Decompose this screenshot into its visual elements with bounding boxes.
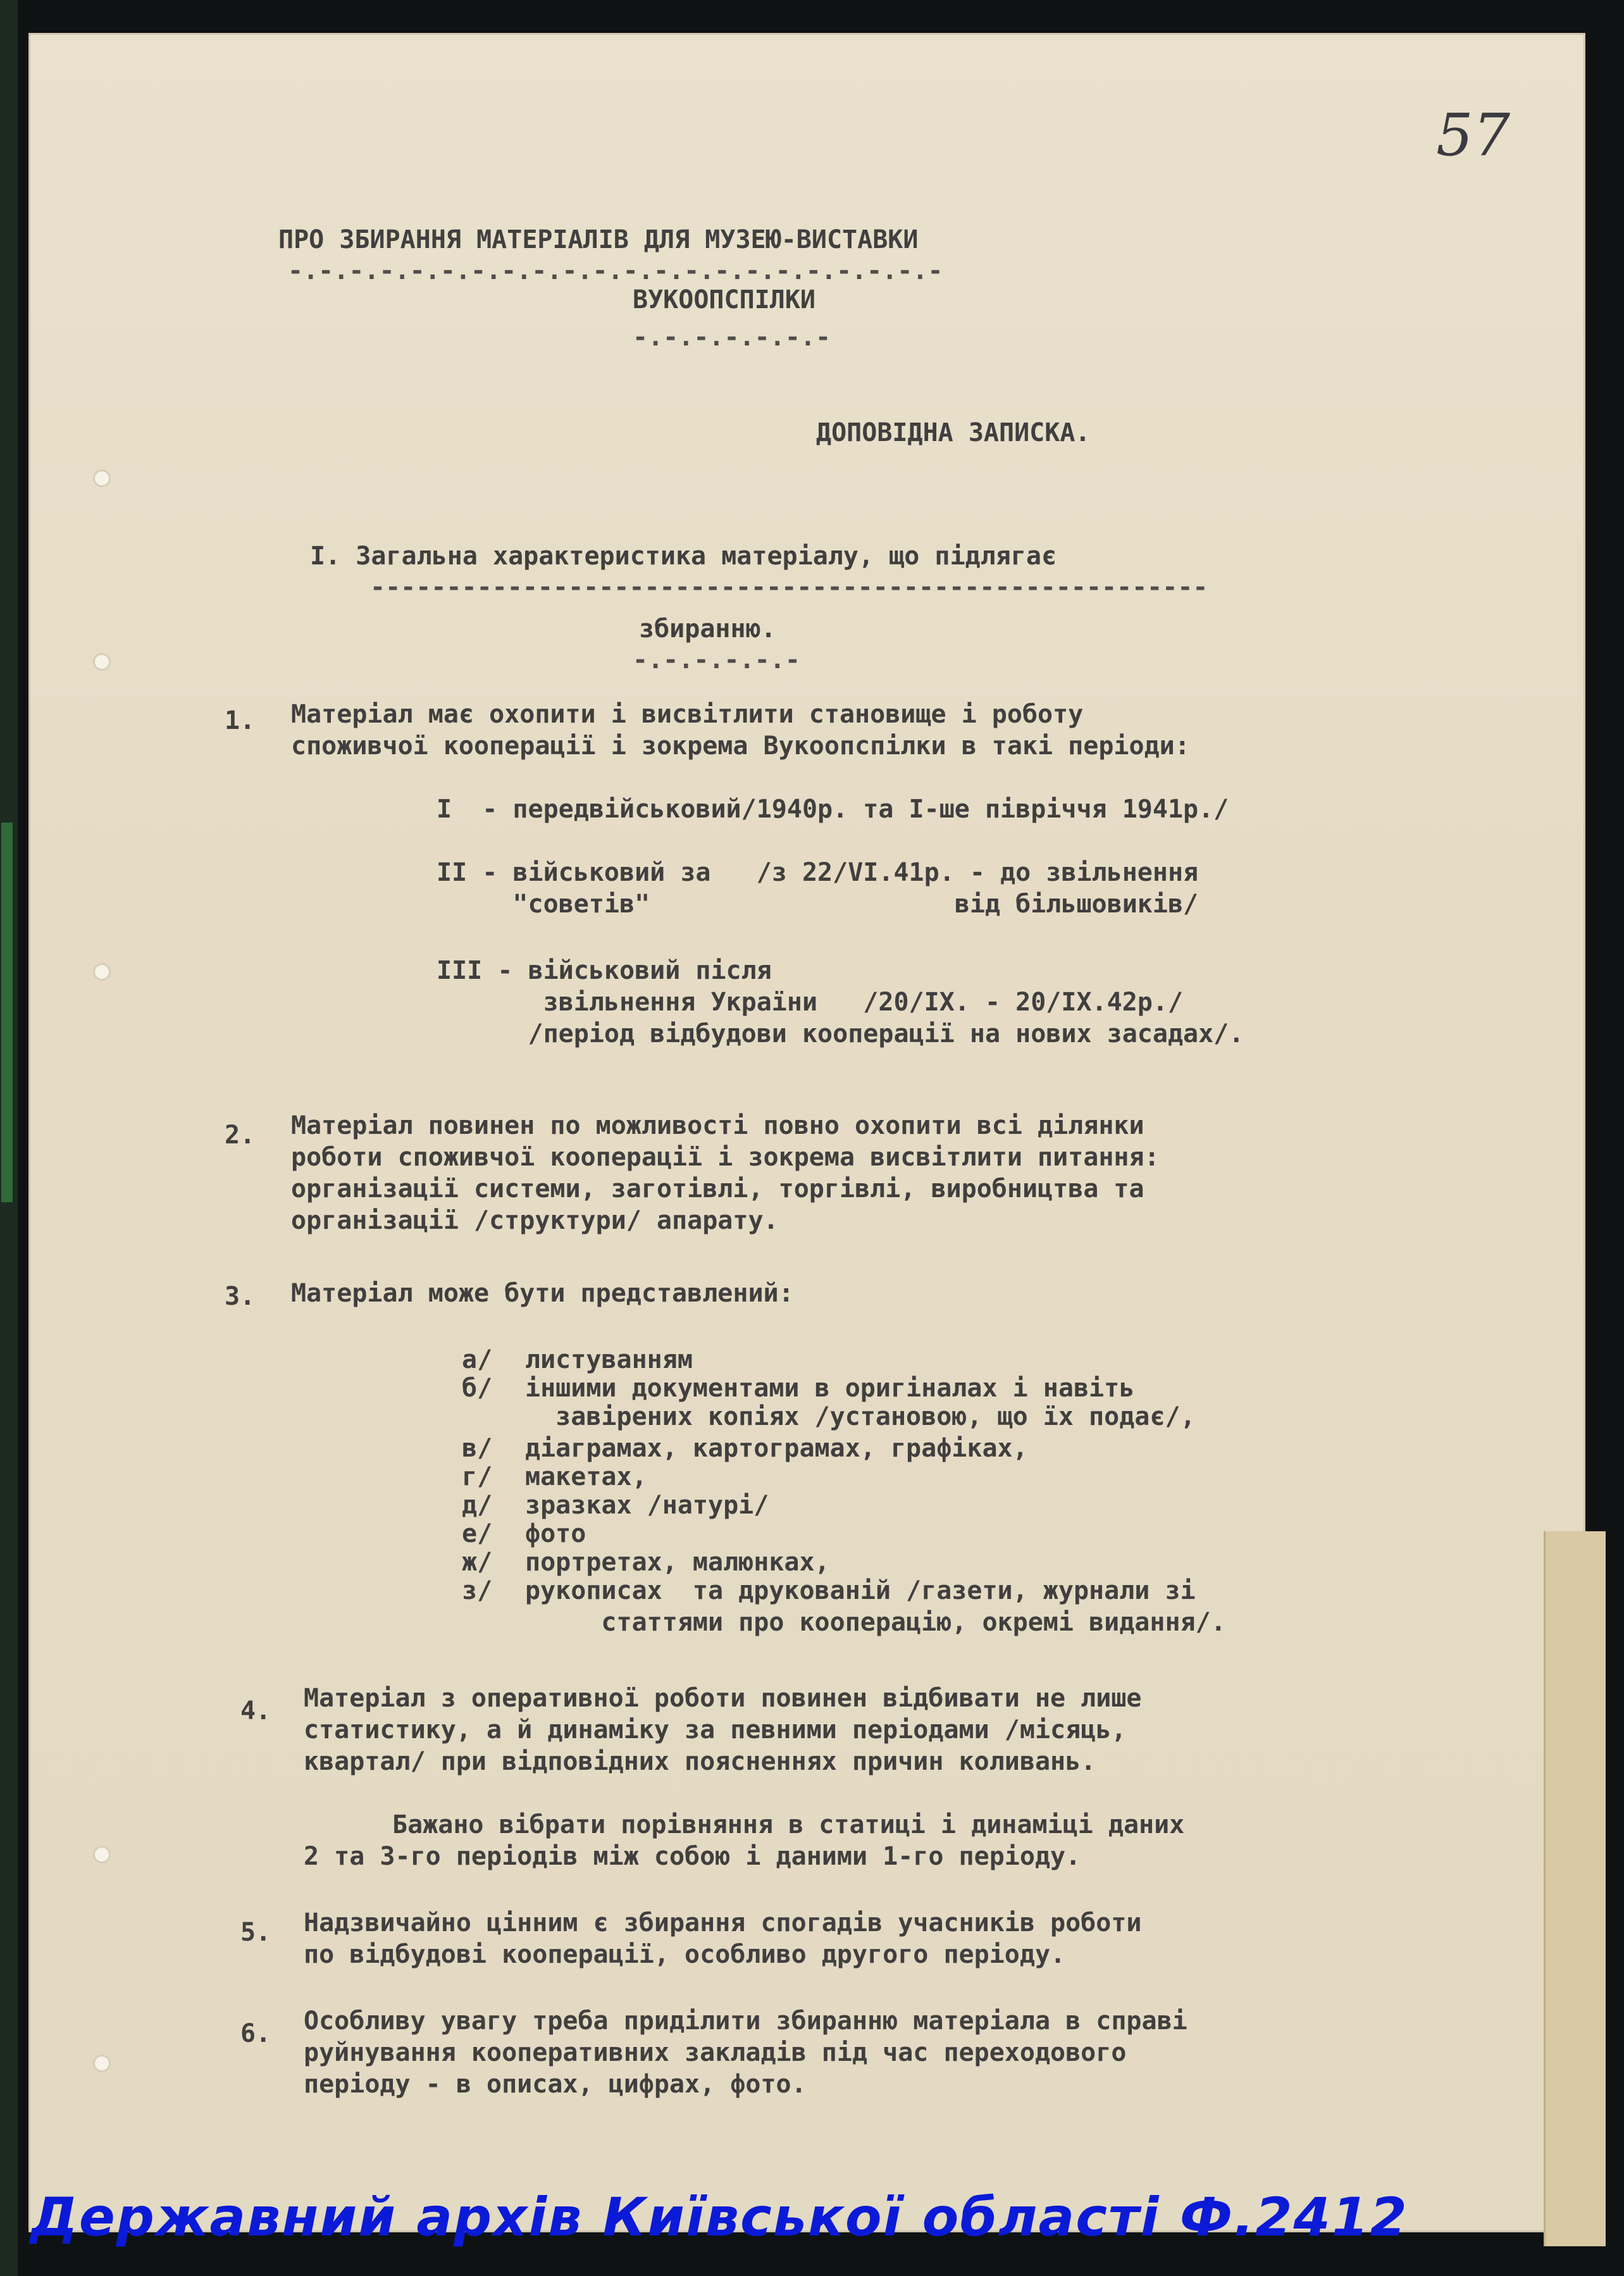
list-item: зразках /натурі/ <box>525 1491 769 1520</box>
item-5-number: 5. <box>240 1918 271 1947</box>
item-2-number: 2. <box>225 1121 256 1150</box>
period-3-line-3: /період відбудови кооперації на нових засадах/. <box>437 1019 1244 1048</box>
item-1-line-2: споживчої кооперації і зокрема Вукоопспілки в такі періоди: <box>291 731 1190 761</box>
list-item: портретах, малюнках, <box>525 1548 830 1577</box>
handwritten-page-number: 57 <box>1436 101 1511 169</box>
item-6-number: 6. <box>240 2019 271 2048</box>
list-marker: ж/ <box>462 1548 493 1577</box>
item-4-sub-line: Бажано вібрати порівняння в статиці і динаміці даних <box>392 1810 1185 1839</box>
binder-hole <box>95 1848 109 1862</box>
title-line-1: ПРО ЗБИРАННЯ МАТЕРІАЛІВ ДЛЯ МУЗЕЮ-ВИСТАВКИ <box>278 225 919 254</box>
item-3-number: 3. <box>225 1282 256 1311</box>
list-marker: е/ <box>462 1519 493 1548</box>
list-item: рукописах та друкованій /газети, журнали зі <box>525 1576 1196 1605</box>
binder-hole <box>95 655 109 669</box>
title-dash-1: -.-.-.-.-.-.-.-.-.-.-.-.-.-.-.-.-.-.-.-.-.- <box>288 256 943 285</box>
paper-edge-fold <box>1544 1531 1606 2246</box>
list-marker: з/ <box>462 1576 493 1605</box>
item-4-number: 4. <box>240 1696 271 1726</box>
left-dark-strip <box>0 0 18 2276</box>
item-2-line: організації системи, заготівлі, торгівлі, виробництва та <box>291 1174 1144 1203</box>
item-4-line: статистику, а й динаміку за певними періодами /місяць, <box>304 1715 1127 1744</box>
title-dash-2: -.-.-.-.-.-.- <box>633 323 831 352</box>
doc-type-heading: ДОПОВІДНА ЗАПИСКА. <box>816 418 1091 447</box>
item-2-line: Матеріал повинен по можливості повно охопити всі ділянки <box>291 1111 1144 1140</box>
list-item: фото <box>525 1519 586 1548</box>
list-item: іншими документами в оригіналах і навіть <box>525 1374 1135 1403</box>
list-item-continued: статтями про кооперацію, окремі видання/. <box>525 1608 1226 1637</box>
item-6-line: періоду - в описах, цифрах, фото. <box>304 2070 807 2099</box>
binder-hole <box>95 965 109 979</box>
item-5-line: по відбудові кооперації, особливо другого періоду. <box>304 1940 1066 1969</box>
item-4-line: квартал/ при відповідних поясненнях причин коливань. <box>304 1747 1096 1776</box>
item-2-line: роботи споживчої кооперації і зокрема висвітлити питання: <box>291 1143 1160 1172</box>
period-3-line-1: III - військовий після <box>437 956 772 985</box>
item-5-line: Надзвичайно цінним є збирання спогадів учасників роботи <box>304 1908 1142 1937</box>
item-1-line-1: Матеріал має охопити і висвітлити становище і роботу <box>291 700 1084 729</box>
archive-watermark: Державний архів Київської області Ф.2412 <box>30 2186 1408 2248</box>
period-3-line-2: звільнення України /20/IX. - 20/IX.42р./ <box>437 988 1184 1017</box>
list-item: листуванням <box>525 1345 693 1374</box>
item-4-sub-line: 2 та 3-го періодів між собою і даними 1-го періоду. <box>304 1842 1081 1871</box>
title-line-2: ВУКООПСПІЛКИ <box>633 285 815 314</box>
item-2-line: організації /структури/ апарату. <box>291 1206 779 1235</box>
section-heading-underline-2: -.-.-.-.-.- <box>633 645 800 675</box>
binder-hole <box>95 471 109 485</box>
list-marker: д/ <box>462 1491 493 1520</box>
item-4-line: Матеріал з оперативної роботи повинен відбивати не лише <box>304 1684 1142 1713</box>
list-marker: а/ <box>462 1345 493 1374</box>
section-heading-underline-1: ------------------------------------------------------- <box>370 573 1208 602</box>
period-1: I - передвійськовий/1940р. та I-ше півріччя 1941р./ <box>437 795 1229 824</box>
list-marker: в/ <box>462 1434 493 1463</box>
item-6-line: Особливу увагу треба приділити збиранню матеріала в справі <box>304 2006 1187 2036</box>
item-6-line: руйнування кооперативних закладів під час переходового <box>304 2038 1127 2067</box>
section-heading-line-1: I. Загальна характеристика матеріалу, що підлягає <box>310 542 1057 571</box>
item-3-line: Матеріал може бути представлений: <box>291 1279 794 1308</box>
list-marker: г/ <box>462 1462 493 1491</box>
period-2-line-1: II - військовий за /з 22/VI.41р. - до звільнення <box>437 858 1199 887</box>
list-item-continued: завірених копіях /установою, що їх подає/, <box>525 1402 1196 1431</box>
section-heading-line-2: збиранню. <box>639 614 776 644</box>
list-marker: б/ <box>462 1374 493 1403</box>
list-item: макетах, <box>525 1462 647 1491</box>
period-2-line-2: "советів" від більшовиків/ <box>437 890 1199 919</box>
item-1-number: 1. <box>225 706 256 735</box>
list-item: діаграмах, картограмах, графіках, <box>525 1434 1028 1463</box>
binder-hole <box>95 2056 109 2070</box>
